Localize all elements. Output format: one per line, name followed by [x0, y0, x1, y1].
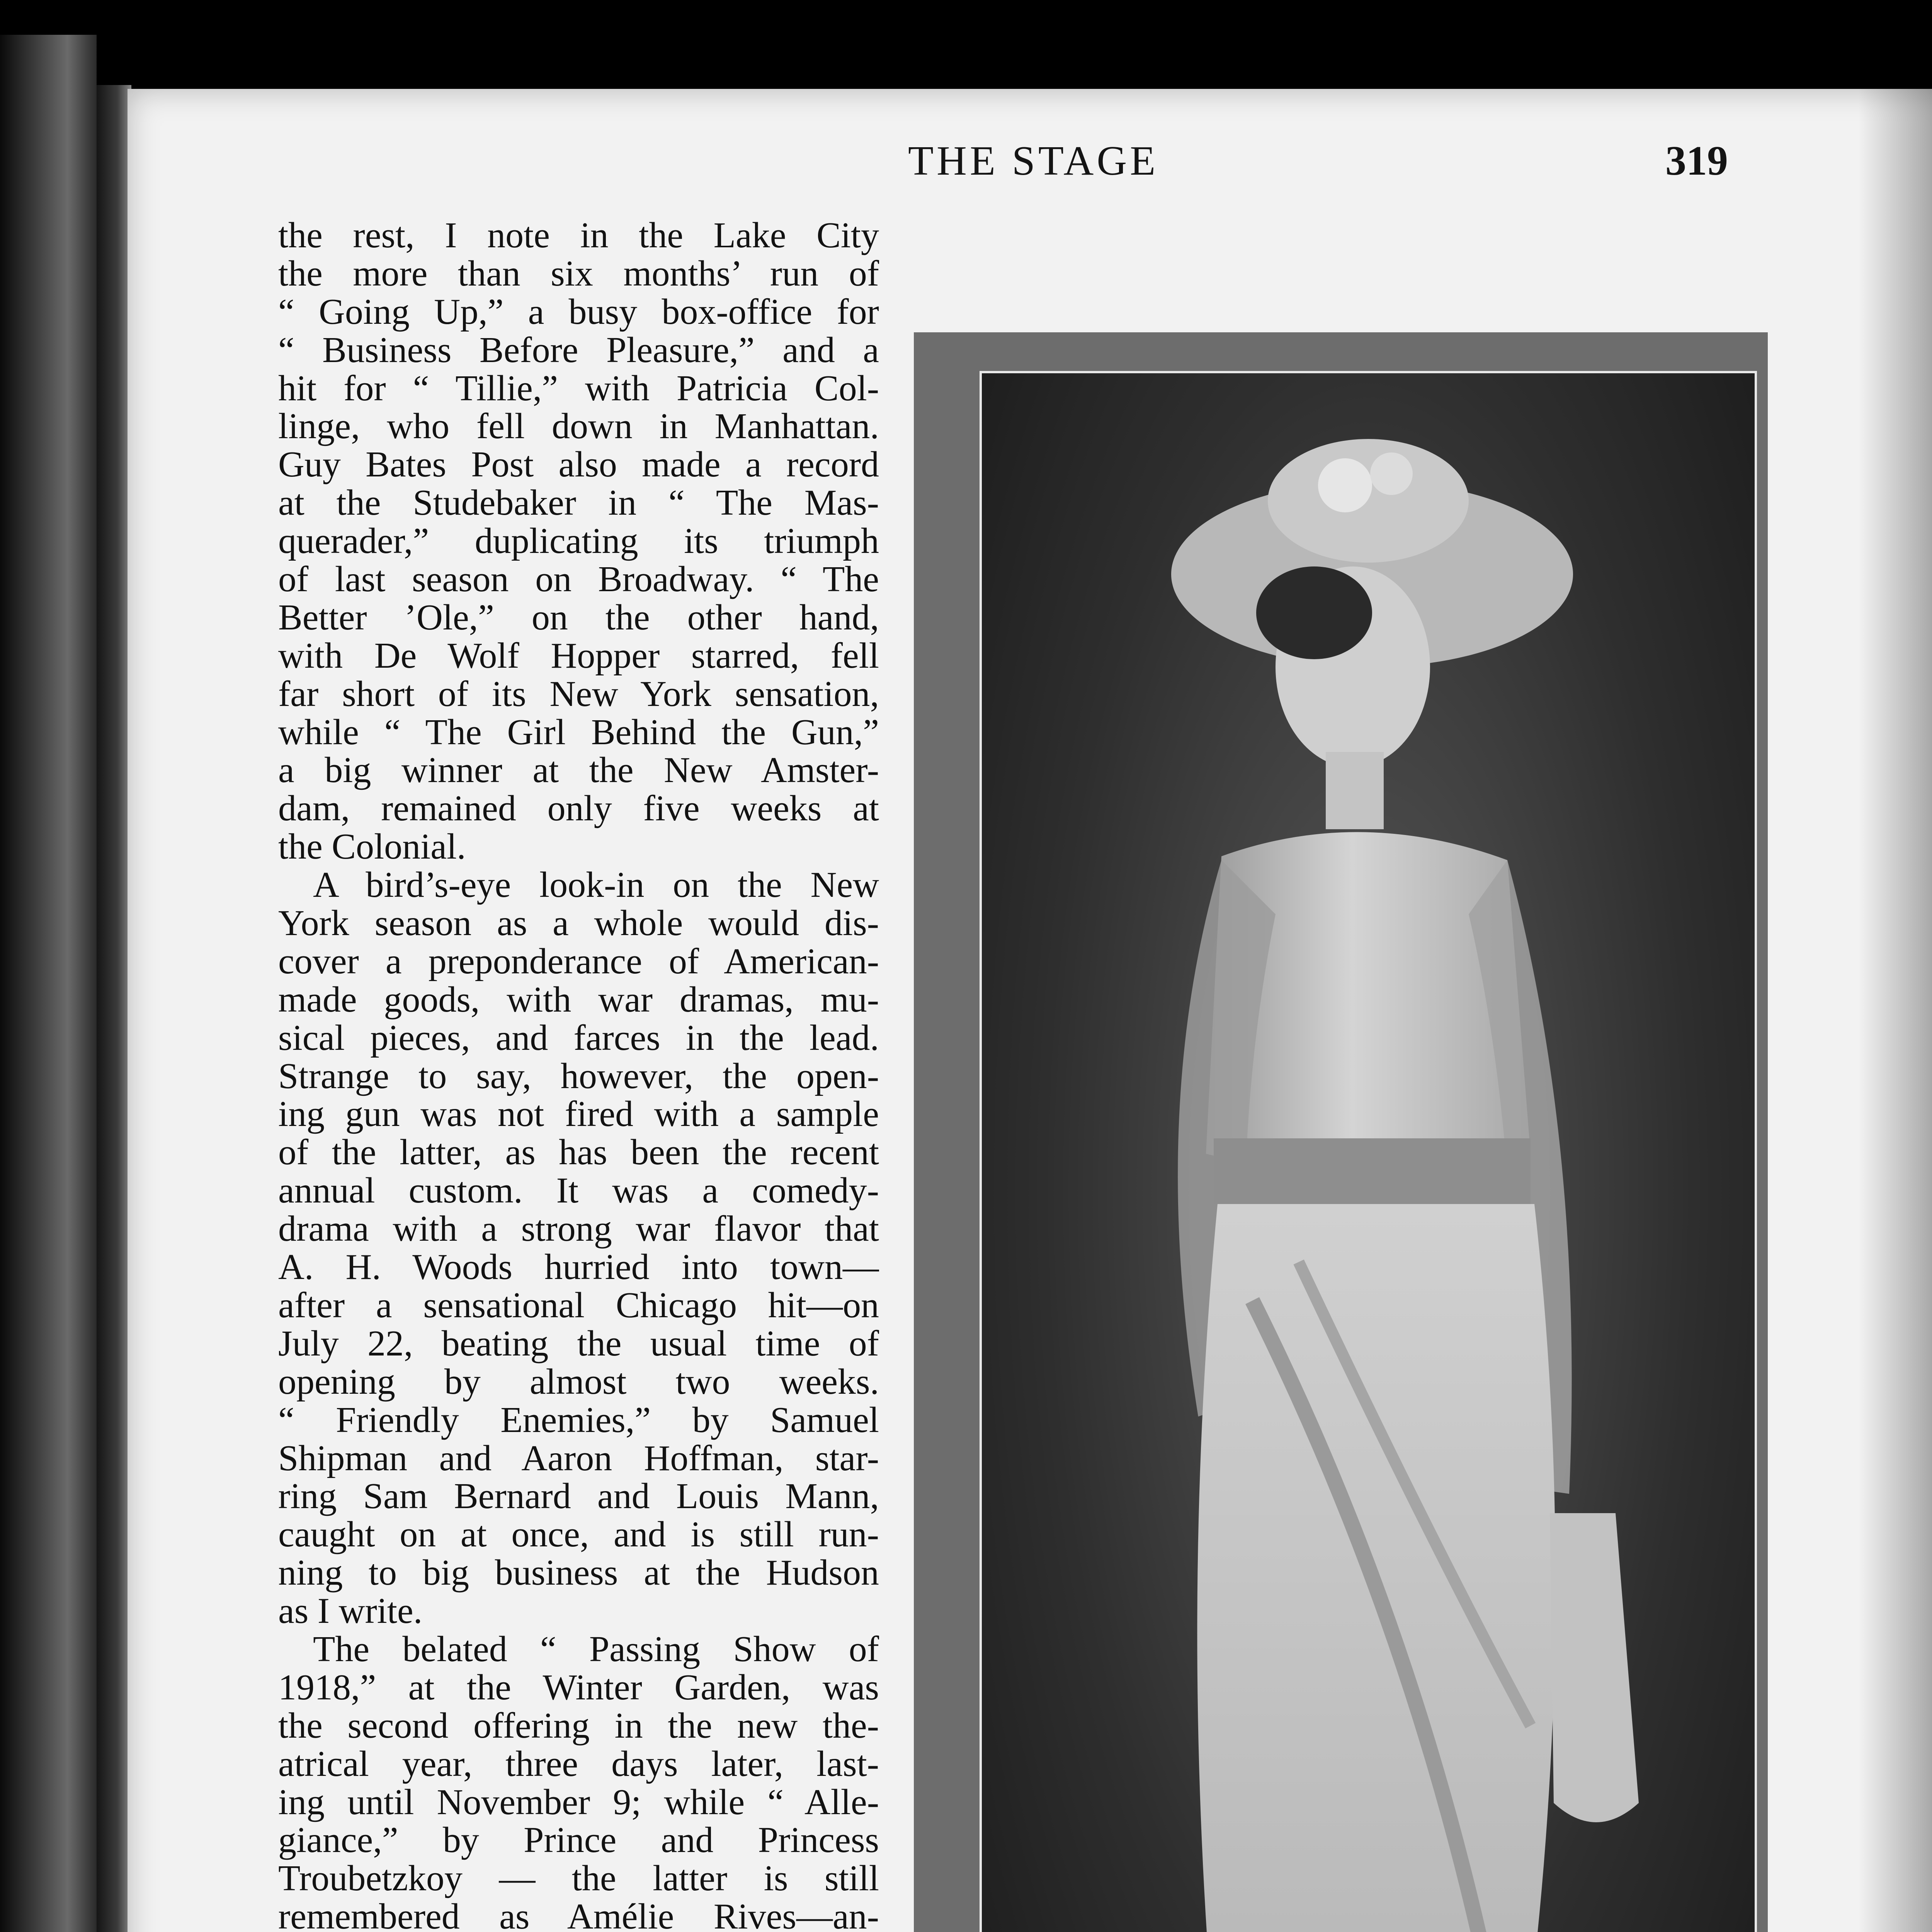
- text-line: the rest, I note in the Lake City: [278, 216, 879, 255]
- text-line: Better ’Ole,” on the other hand,: [278, 597, 879, 638]
- adjacent-page-edge: [0, 35, 97, 1932]
- text-line: the second offering in the new the-: [278, 1705, 879, 1746]
- text-line: caught on at once, and is still run-: [278, 1514, 879, 1555]
- paragraph-start-line: A bird’s-eye look-in on the New: [313, 865, 879, 905]
- text-line: far short of its New York sensation,: [278, 673, 879, 714]
- text-line: Shipman and Aaron Hoffman, star-: [278, 1438, 879, 1478]
- photo-plate: [914, 332, 1768, 1932]
- paragraph-end-line: as I write.: [278, 1591, 423, 1631]
- text-line: atrical year, three days later, last-: [278, 1743, 879, 1784]
- hat-flower: [1370, 452, 1413, 495]
- portrait-photo: [980, 371, 1757, 1932]
- text-line: 1918,” at the Winter Garden, was: [278, 1667, 879, 1708]
- text-line: drama with a strong war flavor that: [278, 1209, 879, 1249]
- text-line: dam, remained only five weeks at: [278, 788, 879, 829]
- text-line: ing gun was not fired with a sample: [278, 1094, 879, 1134]
- text-line: Guy Bates Post also made a record: [278, 444, 879, 485]
- text-line: remembered as Amélie Rives—an-: [278, 1896, 879, 1932]
- text-line: the more than six months’ run of: [278, 253, 879, 294]
- text-line: of the latter, as has been the recent: [278, 1132, 879, 1173]
- paragraph-end-line: the Colonial.: [278, 827, 466, 867]
- paragraph-start-line: The belated “ Passing Show of: [313, 1629, 879, 1669]
- text-line: “ Business Before Pleasure,” and a: [278, 330, 879, 370]
- text-line: cover a preponderance of American-: [278, 941, 879, 981]
- text-line: giance,” by Prince and Princess: [278, 1820, 879, 1861]
- text-line: with De Wolf Hopper starred, fell: [278, 635, 879, 676]
- hat-crown: [1268, 439, 1469, 563]
- text-line: ing until November 9; while “ Alle-: [278, 1782, 879, 1822]
- text-line: ning to big business at the Hudson: [278, 1553, 879, 1593]
- page-number: 319: [1665, 138, 1728, 184]
- article-text-column: [278, 216, 879, 1932]
- hair: [1256, 566, 1372, 659]
- running-head: THE STAGE: [908, 138, 1159, 184]
- text-line: linge, who fell down in Manhattan.: [278, 406, 879, 447]
- neck: [1326, 752, 1384, 829]
- text-line: opening by almost two weeks.: [278, 1361, 879, 1402]
- text-line: after a sensational Chicago hit—on: [278, 1285, 879, 1325]
- text-line: sical pieces, and farces in the lead.: [278, 1017, 879, 1058]
- text-line: “ Going Up,” a busy box-office for: [278, 291, 879, 332]
- page-edge-shadow: [1859, 89, 1932, 1932]
- text-line: annual custom. It was a comedy-: [278, 1170, 879, 1211]
- sash: [1214, 1138, 1531, 1204]
- text-line: hit for “ Tillie,” with Patricia Col-: [278, 368, 879, 408]
- text-line: of last season on Broadway. “ The: [278, 559, 879, 600]
- hat-flower: [1318, 458, 1372, 512]
- portrait-illustration: [982, 373, 1755, 1932]
- text-line: Strange to say, however, the open-: [278, 1056, 879, 1096]
- text-line: while “ The Girl Behind the Gun,”: [278, 712, 879, 752]
- text-line: made goods, with war dramas, mu-: [278, 979, 879, 1020]
- text-line: at the Studebaker in “ The Mas-: [278, 483, 879, 523]
- text-line: “ Friendly Enemies,” by Samuel: [278, 1400, 879, 1440]
- text-line: ring Sam Bernard and Louis Mann,: [278, 1476, 879, 1517]
- text-line: a big winner at the New Amster-: [278, 750, 879, 791]
- text-line: July 22, beating the usual time of: [278, 1323, 879, 1364]
- text-line: Troubetzkoy — the latter is still: [278, 1858, 879, 1899]
- text-line: querader,” duplicating its triumph: [278, 521, 879, 561]
- text-line: York season as a whole would dis-: [278, 903, 879, 944]
- book-gutter: [97, 85, 131, 1932]
- text-line: A. H. Woods hurried into town—: [278, 1247, 879, 1287]
